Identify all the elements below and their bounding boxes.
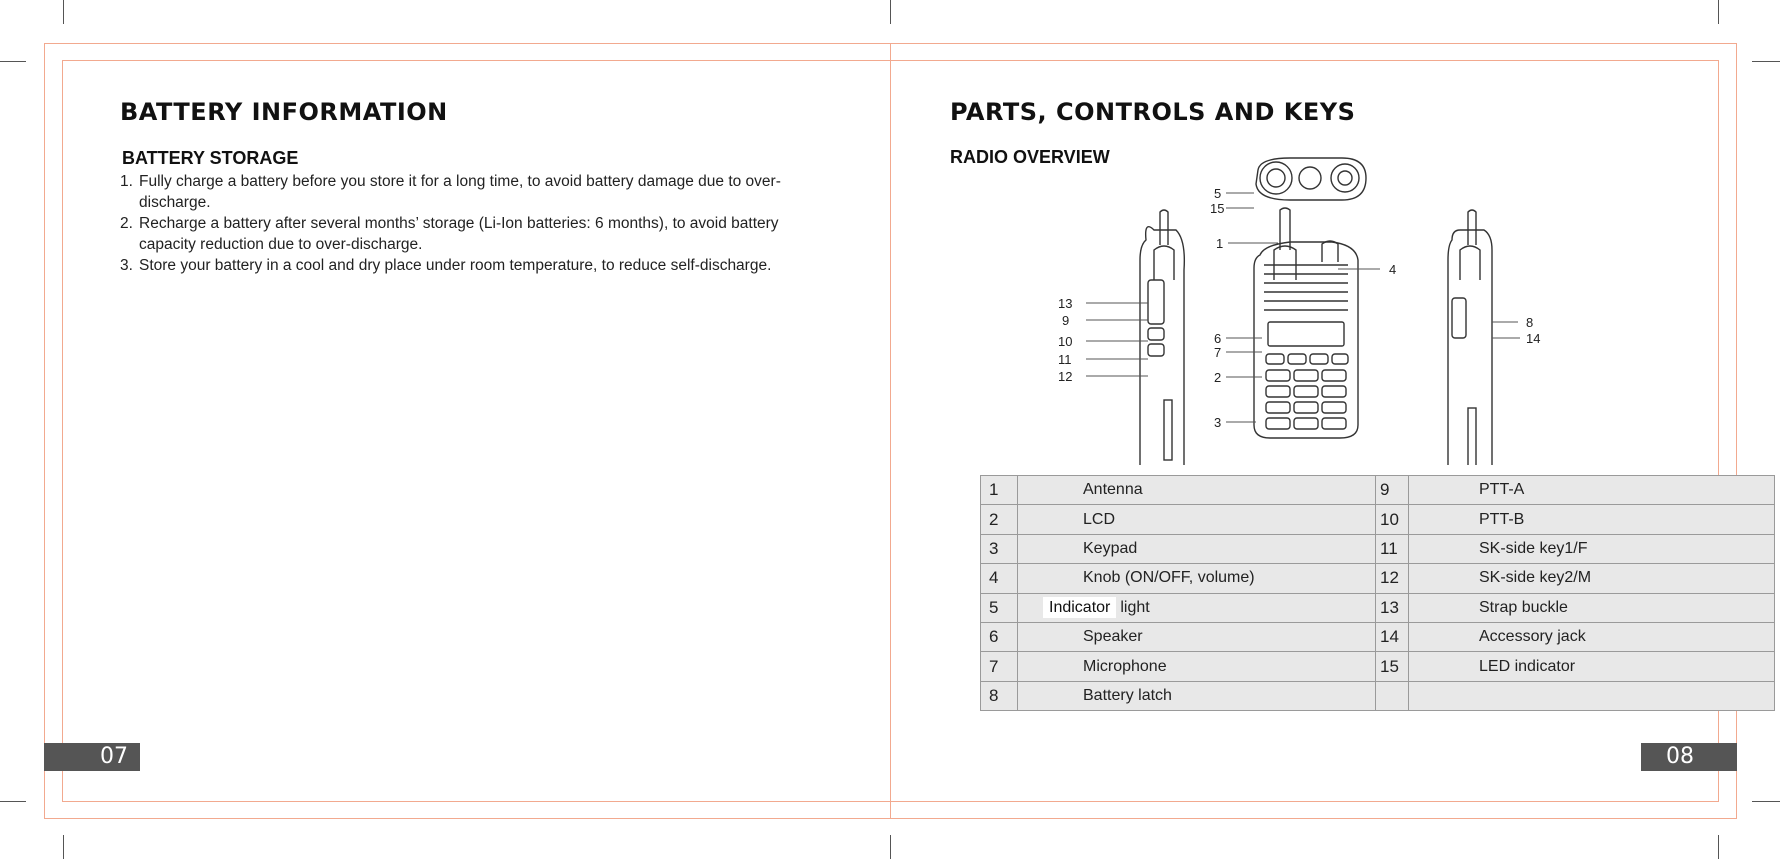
part-number: 1 xyxy=(981,476,1018,505)
part-label: Indicator light xyxy=(1018,593,1376,622)
battery-storage-list xyxy=(120,171,850,276)
part-label: Battery latch xyxy=(1018,681,1376,710)
part-label: SK-side key2/M xyxy=(1409,564,1775,593)
callout-12: 12 xyxy=(1058,369,1073,384)
crop-mark xyxy=(890,0,891,24)
crop-mark xyxy=(63,835,64,859)
part-label: SK-side key1/F xyxy=(1409,534,1775,563)
part-label: Antenna xyxy=(1018,476,1376,505)
part-number: 14 xyxy=(1376,622,1409,651)
crop-mark xyxy=(63,0,64,24)
part-label: Knob (ON/OFF, volume) xyxy=(1018,564,1376,593)
part-label xyxy=(1409,681,1775,710)
part-number: 3 xyxy=(981,534,1018,563)
page-number-right: 08 xyxy=(1641,743,1737,771)
parts-table xyxy=(980,475,1775,711)
callout-6: 6 xyxy=(1214,331,1222,346)
callout-7: 7 xyxy=(1214,345,1222,360)
part-number: 2 xyxy=(981,505,1018,534)
table-row xyxy=(981,505,1775,534)
part-number: 8 xyxy=(981,681,1018,710)
part-label: Accessory jack xyxy=(1409,622,1775,651)
part-label: PTT-A xyxy=(1409,476,1775,505)
callout-8: 8 xyxy=(1526,315,1534,330)
crop-mark xyxy=(0,61,26,62)
spine-line xyxy=(890,43,891,819)
callout-2: 2 xyxy=(1214,370,1222,385)
radio-diagram xyxy=(1040,150,1560,465)
part-label: Strap buckle xyxy=(1409,593,1775,622)
list-item: 1. Fully charge a battery before you store it for a long time, to avoid battery damage due to over- discharge. xyxy=(120,173,781,211)
radio-top-view xyxy=(1256,158,1366,200)
callout-1: 1 xyxy=(1216,236,1224,251)
part-number: 9 xyxy=(1376,476,1409,505)
radio-overview-heading: RADIO OVERVIEW xyxy=(950,147,1110,167)
callout-15: 15 xyxy=(1210,201,1225,216)
list-item: 2. Recharge a battery after several months’ storage (Li-Ion batteries: 6 months), to avoid battery capacity reduction due to over-discharge. xyxy=(120,215,779,253)
radio-left-side-view xyxy=(1140,210,1184,465)
callout-3: 3 xyxy=(1214,415,1222,430)
part-number: 5 xyxy=(981,593,1018,622)
part-label: LCD xyxy=(1018,505,1376,534)
left-page-title: BATTERY INFORMATION xyxy=(120,98,448,126)
part-number: 4 xyxy=(981,564,1018,593)
part-number: 6 xyxy=(981,622,1018,651)
crop-mark xyxy=(890,835,891,859)
callout-9: 9 xyxy=(1062,313,1070,328)
table-row xyxy=(981,593,1775,622)
table-row xyxy=(981,622,1775,651)
radio-right-side-view xyxy=(1448,210,1492,465)
part-number: 15 xyxy=(1376,652,1409,681)
part-label: LED indicator xyxy=(1409,652,1775,681)
callout-13: 13 xyxy=(1058,296,1073,311)
right-page-title: PARTS, CONTROLS AND KEYS xyxy=(950,98,1356,126)
list-item: 3. Store your battery in a cool and dry place under room temperature, to reduce self-discharge. xyxy=(120,257,772,274)
part-label: Microphone xyxy=(1018,652,1376,681)
callout-5: 5 xyxy=(1214,186,1222,201)
table-row xyxy=(981,681,1775,710)
part-number: 11 xyxy=(1376,534,1409,563)
crop-mark xyxy=(1718,0,1719,24)
table-row xyxy=(981,652,1775,681)
page-number-left: 07 xyxy=(44,743,140,771)
part-number: 7 xyxy=(981,652,1018,681)
part-label: Speaker xyxy=(1018,622,1376,651)
part-number xyxy=(1376,681,1409,710)
crop-mark xyxy=(1718,835,1719,859)
crop-mark xyxy=(0,801,26,802)
callout-10: 10 xyxy=(1058,334,1073,349)
part-label: Keypad xyxy=(1018,534,1376,563)
table-row xyxy=(981,534,1775,563)
part-number: 12 xyxy=(1376,564,1409,593)
crop-mark xyxy=(1752,61,1780,62)
table-row xyxy=(981,476,1775,505)
part-number: 10 xyxy=(1376,505,1409,534)
callout-14: 14 xyxy=(1526,331,1541,346)
table-row xyxy=(981,564,1775,593)
indicator-highlight: Indicator xyxy=(1043,597,1116,618)
callout-4: 4 xyxy=(1389,262,1397,277)
part-number: 13 xyxy=(1376,593,1409,622)
part-label: PTT-B xyxy=(1409,505,1775,534)
battery-storage-heading: BATTERY STORAGE xyxy=(122,148,299,168)
crop-mark xyxy=(1752,801,1780,802)
callout-11: 11 xyxy=(1058,352,1072,367)
